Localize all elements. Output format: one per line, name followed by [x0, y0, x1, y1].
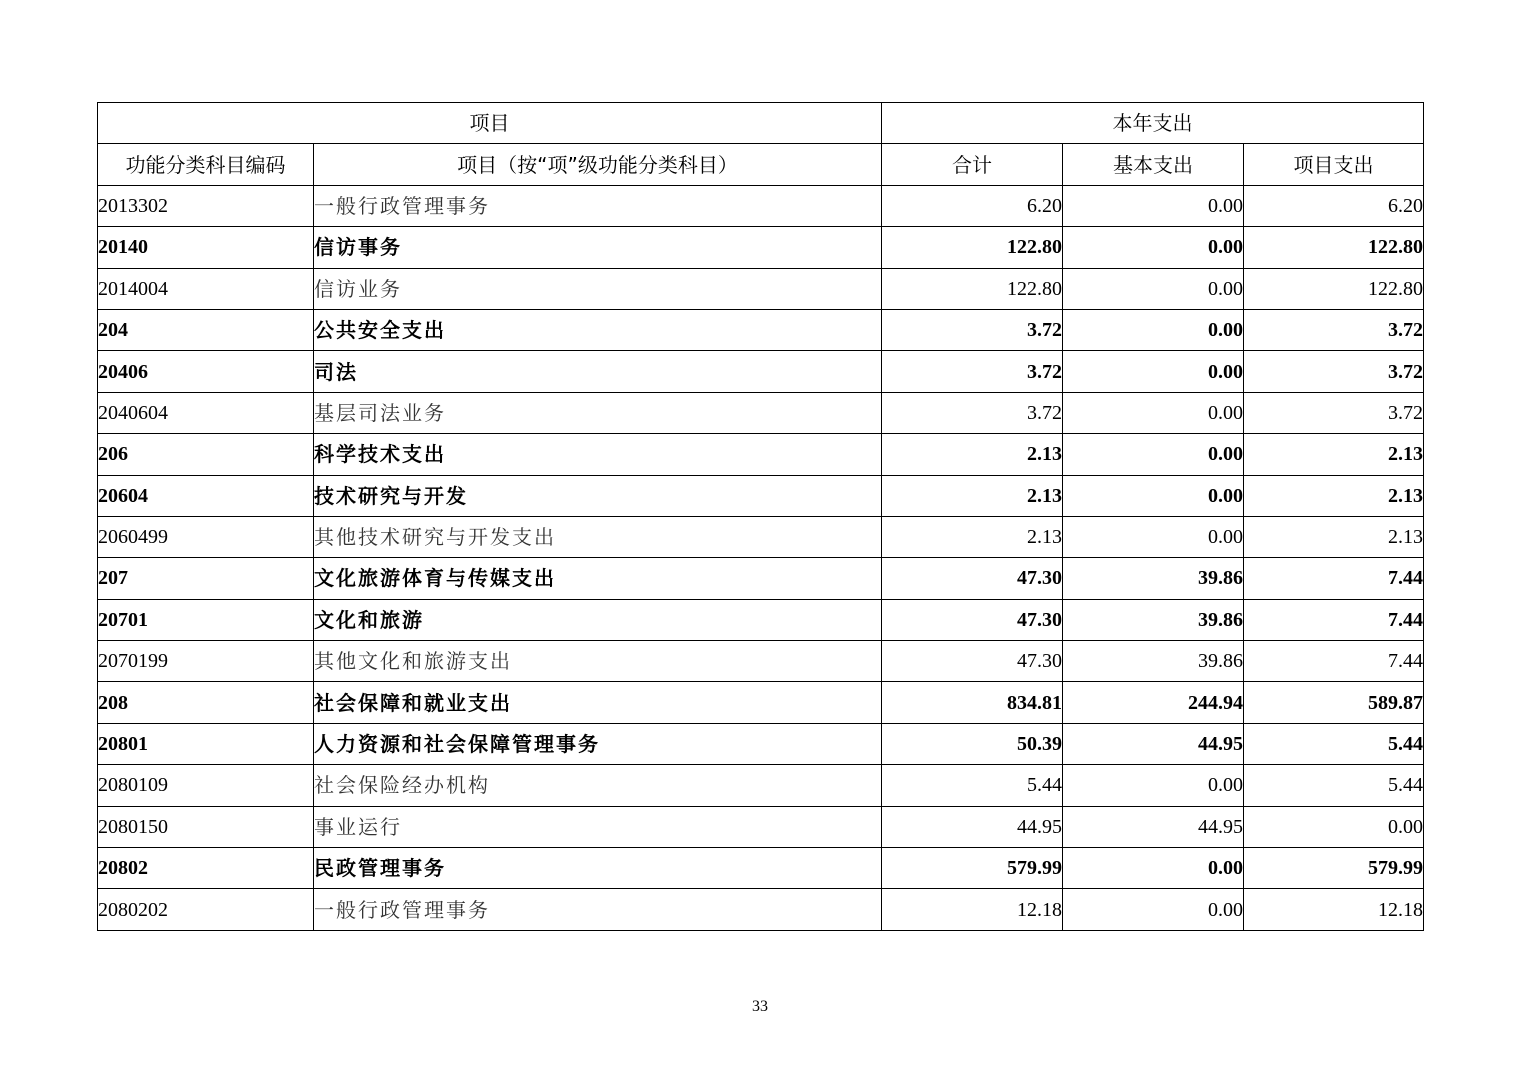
table-row [98, 392, 1424, 433]
cell-basic: 0.00 [1063, 889, 1244, 930]
table-row [98, 889, 1424, 930]
cell-code: 20701 [98, 599, 314, 640]
cell-basic: 39.86 [1063, 641, 1244, 682]
cell-name: 其他技术研究与开发支出 [314, 516, 882, 557]
cell-total: 44.95 [882, 806, 1063, 847]
cell-project: 12.18 [1244, 889, 1424, 930]
cell-code: 204 [98, 309, 314, 350]
table-row [98, 351, 1424, 392]
cell-name: 事业运行 [314, 806, 882, 847]
cell-name: 文化旅游体育与传媒支出 [314, 558, 882, 599]
cell-code: 2013302 [98, 185, 314, 226]
cell-code: 20802 [98, 848, 314, 889]
cell-project: 7.44 [1244, 599, 1424, 640]
cell-total: 2.13 [882, 516, 1063, 557]
table-row [98, 599, 1424, 640]
cell-project: 122.80 [1244, 268, 1424, 309]
cell-project: 2.13 [1244, 434, 1424, 475]
cell-project: 7.44 [1244, 641, 1424, 682]
cell-basic: 0.00 [1063, 268, 1244, 309]
cell-name: 社会保险经办机构 [314, 765, 882, 806]
header-row-2 [98, 144, 1424, 185]
cell-total: 3.72 [882, 309, 1063, 350]
cell-project: 3.72 [1244, 392, 1424, 433]
table-row [98, 516, 1424, 557]
cell-basic: 0.00 [1063, 392, 1244, 433]
cell-name: 信访事务 [314, 227, 882, 268]
cell-name: 一般行政管理事务 [314, 185, 882, 226]
cell-total: 2.13 [882, 475, 1063, 516]
cell-code: 208 [98, 682, 314, 723]
cell-total: 122.80 [882, 227, 1063, 268]
cell-project: 122.80 [1244, 227, 1424, 268]
header-total: 合计 [882, 144, 1063, 185]
table-row [98, 434, 1424, 475]
cell-code: 2080202 [98, 889, 314, 930]
cell-total: 47.30 [882, 558, 1063, 599]
cell-name: 科学技术支出 [314, 434, 882, 475]
cell-project: 5.44 [1244, 765, 1424, 806]
cell-name: 人力资源和社会保障管理事务 [314, 723, 882, 764]
cell-basic: 0.00 [1063, 351, 1244, 392]
table-row [98, 682, 1424, 723]
cell-code: 206 [98, 434, 314, 475]
header-current-year-expenditure: 本年支出 [882, 103, 1424, 144]
header-row-1 [98, 103, 1424, 144]
cell-name: 技术研究与开发 [314, 475, 882, 516]
cell-code: 207 [98, 558, 314, 599]
cell-basic: 44.95 [1063, 806, 1244, 847]
cell-total: 3.72 [882, 351, 1063, 392]
cell-basic: 0.00 [1063, 227, 1244, 268]
table-row [98, 723, 1424, 764]
table-row [98, 806, 1424, 847]
cell-basic: 0.00 [1063, 434, 1244, 475]
cell-total: 579.99 [882, 848, 1063, 889]
cell-basic: 0.00 [1063, 765, 1244, 806]
table-row [98, 848, 1424, 889]
cell-name: 一般行政管理事务 [314, 889, 882, 930]
cell-total: 47.30 [882, 599, 1063, 640]
cell-code: 20140 [98, 227, 314, 268]
cell-basic: 39.86 [1063, 558, 1244, 599]
cell-code: 2040604 [98, 392, 314, 433]
cell-project: 3.72 [1244, 351, 1424, 392]
cell-basic: 39.86 [1063, 599, 1244, 640]
cell-name: 文化和旅游 [314, 599, 882, 640]
header-project: 项目支出 [1244, 144, 1424, 185]
cell-project: 7.44 [1244, 558, 1424, 599]
cell-basic: 0.00 [1063, 309, 1244, 350]
cell-code: 2080150 [98, 806, 314, 847]
header-name: 项目（按“项”级功能分类科目） [314, 144, 882, 185]
cell-basic: 244.94 [1063, 682, 1244, 723]
cell-name: 基层司法业务 [314, 392, 882, 433]
cell-project: 589.87 [1244, 682, 1424, 723]
cell-code: 20801 [98, 723, 314, 764]
cell-name: 司法 [314, 351, 882, 392]
page-number: 33 [752, 998, 768, 1015]
cell-basic: 44.95 [1063, 723, 1244, 764]
table-row [98, 765, 1424, 806]
cell-basic: 0.00 [1063, 185, 1244, 226]
cell-total: 834.81 [882, 682, 1063, 723]
table-row [98, 227, 1424, 268]
cell-name: 公共安全支出 [314, 309, 882, 350]
cell-basic: 0.00 [1063, 475, 1244, 516]
cell-basic: 0.00 [1063, 516, 1244, 557]
header-basic: 基本支出 [1063, 144, 1244, 185]
cell-code: 2080109 [98, 765, 314, 806]
cell-code: 2060499 [98, 516, 314, 557]
table-row [98, 309, 1424, 350]
table-row [98, 641, 1424, 682]
cell-code: 2014004 [98, 268, 314, 309]
cell-code: 2070199 [98, 641, 314, 682]
cell-total: 50.39 [882, 723, 1063, 764]
cell-project: 5.44 [1244, 723, 1424, 764]
cell-project: 0.00 [1244, 806, 1424, 847]
cell-name: 社会保障和就业支出 [314, 682, 882, 723]
cell-project: 6.20 [1244, 185, 1424, 226]
cell-project: 3.72 [1244, 309, 1424, 350]
cell-name: 信访业务 [314, 268, 882, 309]
cell-code: 20604 [98, 475, 314, 516]
cell-total: 6.20 [882, 185, 1063, 226]
table-row [98, 558, 1424, 599]
table-row [98, 185, 1424, 226]
table-row [98, 475, 1424, 516]
cell-name: 民政管理事务 [314, 848, 882, 889]
header-item: 项目 [98, 103, 882, 144]
cell-project: 2.13 [1244, 475, 1424, 516]
table-row [98, 268, 1424, 309]
cell-total: 2.13 [882, 434, 1063, 475]
cell-total: 12.18 [882, 889, 1063, 930]
header-code: 功能分类科目编码 [98, 144, 314, 185]
cell-project: 2.13 [1244, 516, 1424, 557]
expenditure-table [97, 102, 1424, 931]
cell-code: 20406 [98, 351, 314, 392]
cell-project: 579.99 [1244, 848, 1424, 889]
cell-total: 122.80 [882, 268, 1063, 309]
cell-total: 3.72 [882, 392, 1063, 433]
cell-name: 其他文化和旅游支出 [314, 641, 882, 682]
cell-total: 47.30 [882, 641, 1063, 682]
cell-total: 5.44 [882, 765, 1063, 806]
cell-basic: 0.00 [1063, 848, 1244, 889]
